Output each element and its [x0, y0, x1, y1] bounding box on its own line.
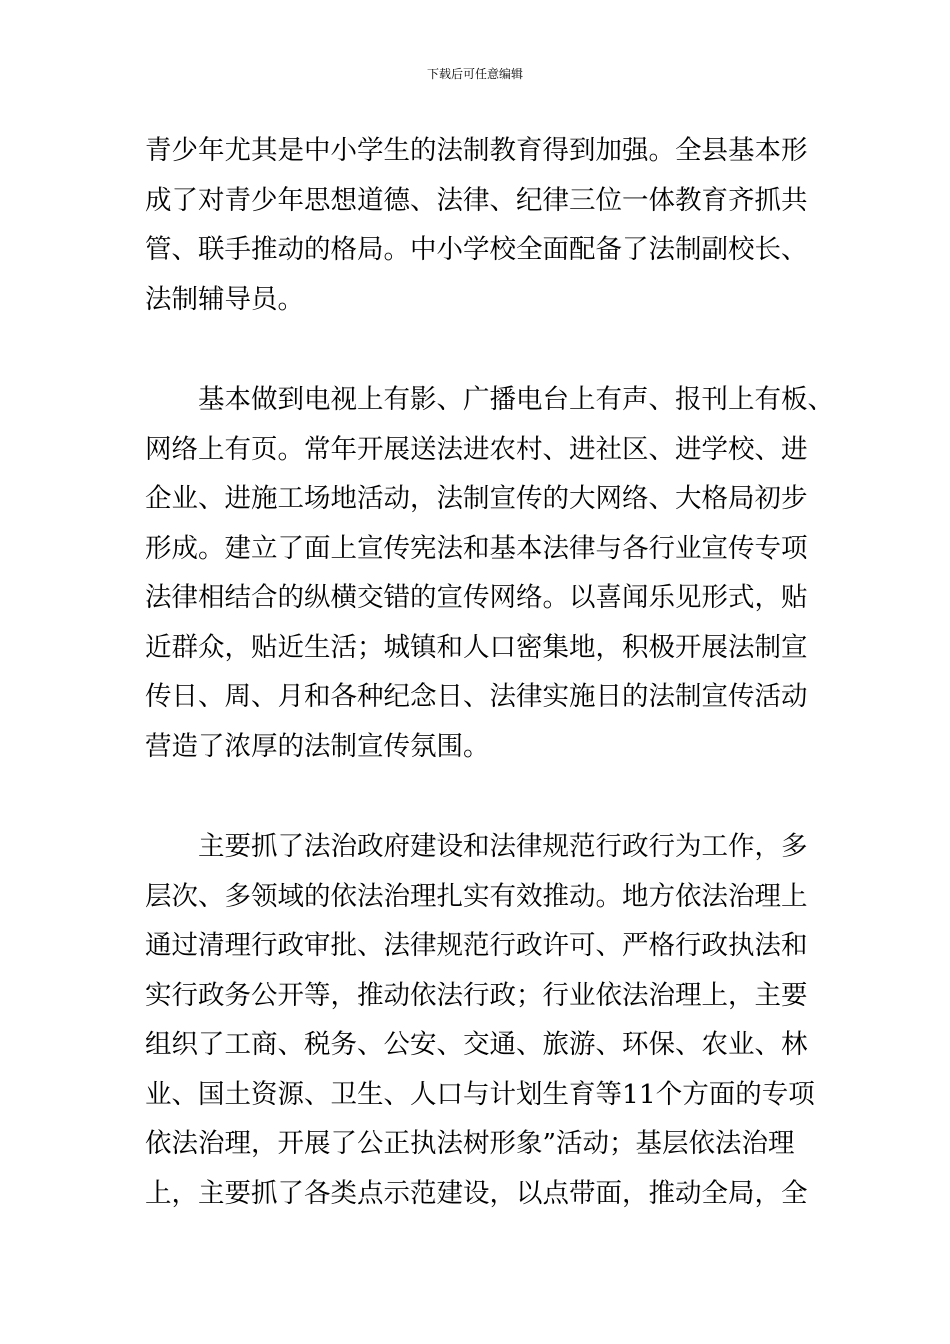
- text-line: 成了对青少年思想道德、法律、纪律三位一体教育齐抓共: [145, 184, 808, 216]
- text-line: 实行政务公开等，推动依法行政；行业依法治理上，主要: [145, 979, 808, 1011]
- text-line: 形成。建立了面上宣传宪法和基本法律与各行业宣传专项: [145, 532, 808, 564]
- page-header: 下载后可任意编辑: [426, 67, 523, 81]
- paragraph-1: [145, 126, 815, 324]
- text-line: 近群众，贴近生活；城镇和人口密集地，积极开展法制宣: [145, 631, 808, 663]
- text-line: 上，主要抓了各类点示范建设，以点带面，推动全局，全: [145, 1177, 808, 1209]
- text-line: 传日、周、月和各种纪念日、法律实施日的法制宣传活动: [145, 681, 808, 712]
- text-line: 管、联手推动的格局。中小学校全面配备了法制副校长、: [145, 234, 808, 265]
- text-line: 基本做到电视上有影、广播电台上有声、报刊上有板、: [198, 384, 834, 415]
- text-line: 通过清理行政审批、法律规范行政许可、严格行政执法和: [145, 930, 808, 961]
- document-body: [145, 126, 834, 1218]
- text-line: 青少年尤其是中小学生的法制教育得到加强。全县基本形: [145, 135, 808, 166]
- paragraph-2: [145, 375, 834, 771]
- text-line: 组织了工商、税务、公安、交通、旅游、环保、农业、林: [145, 1029, 808, 1060]
- text-line: 法律相结合的纵横交错的宣传网络。以喜闻乐见形式，贴: [145, 582, 808, 613]
- paragraph-3: [145, 822, 815, 1218]
- text-line: 层次、多领域的依法治理扎实有效推动。地方依法治理上: [145, 880, 808, 912]
- text-line: 营造了浓厚的法制宣传氛围。: [145, 730, 490, 762]
- text-line: 法制辅导员。: [145, 283, 304, 315]
- text-line: 网络上有页。常年开展送法进农村、进社区、进学校、进: [145, 433, 808, 465]
- text-line: 依法治理，开展了公正执法树形象”活动；基层依法治理: [145, 1128, 795, 1159]
- text-line: 主要抓了法治政府建设和法律规范行政行为工作，多: [198, 831, 808, 862]
- text-line: 业、国土资源、卫生、人口与计划生育等11个方面的专项: [145, 1078, 815, 1110]
- text-line: 企业、进施工场地活动，法制宣传的大网络、大格局初步: [145, 483, 808, 514]
